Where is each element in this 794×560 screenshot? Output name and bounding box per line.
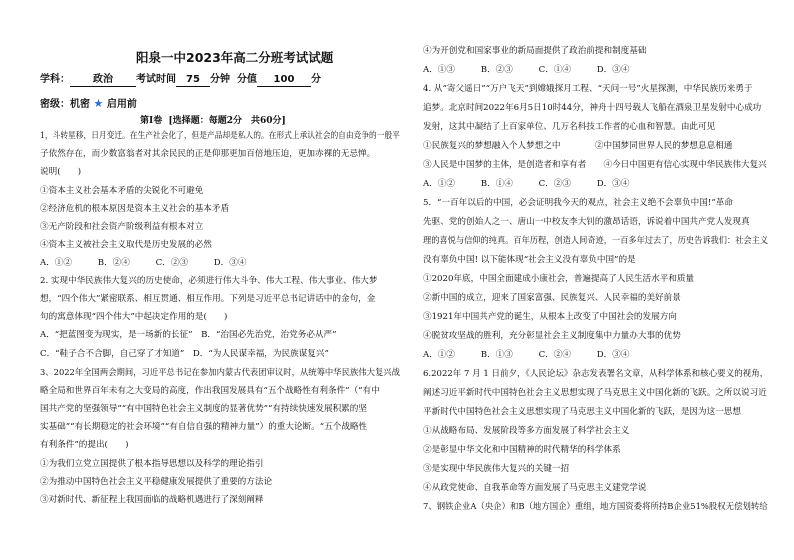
exam-status: 启用前 [106,99,137,110]
time-unit: 分钟 [210,74,230,85]
question-line: 说明( ) [40,167,82,177]
question-line: 想，“四个伟大”紧密联系、相互贯通、相互作用。下列是习近平总书记讲话中的金句，金 [40,294,376,304]
question-line: 句的寓意体现“四个伟大”中起决定作用的是( ) [40,312,228,322]
question-line: 先驱、党的创始人之一、唐山一中校友李大钊的激昂话语，诉说着中国共产党人发现真 [423,217,750,227]
question-line: 6.2022年 7 月 1 日前夕，《人民论坛》杂志发表署名文章，从科学体系和核心要义的视角， [423,369,769,379]
question-line: 追梦。北京时间2022年6月5日10时44分，神舟十四号载人飞船在酒泉卫星发射中心成功 [423,103,762,113]
option-line: ①从战略布局、发展阶段等多方面发展了科学社会主义 [423,426,630,436]
answer-choices: C．“鞋子合不合脚，自己穿了才知道” D．“为人民谋幸福，为民族谋复兴” [40,349,329,359]
time-label: 考试时间 [136,74,176,85]
question-line: 3、2022年全国两会期间，习近平总书记在参加内蒙古代表团审议时，从统筹中华民族伟大复兴战 [40,368,400,378]
subject-value: 政治 [70,74,136,87]
question-line: 略全局和世界百年未有之大变局的高度，作出我国发展具有“五个战略性有利条件”（“有中 [40,386,380,396]
secrecy-line [40,98,137,111]
option-line: ③对新时代、新征程上我国面临的战略机遇进行了深刻阐释 [40,495,264,505]
option-line: ①民族复兴的梦想融入个人梦想之中 ②中国梦同世界人民的梦想息息相通 [423,141,733,151]
time-value: 75 [176,74,210,87]
answer-choices: A．①② B．①④ C．②③ D．③④ [423,179,630,189]
question-line: 有利条件”的提出( ) [40,440,129,450]
option-line: ③无产阶段和社会资产阶级利益有根本对立 [40,222,204,232]
star-icon: ★ [93,97,104,110]
answer-choices: A．①③ B．②③ C．①④ D．③④ [423,65,630,75]
option-line: ①2020年底，中国全面建成小康社会，普遍提高了人民生活水平和质量 [423,274,695,284]
score-unit: 分 [310,74,321,85]
section-heading: 第Ⅰ卷 [140,116,163,126]
secrecy-level: 密级：机密 [40,99,90,110]
answer-choices: A．①② B．①③ C．②④ D．③④ [423,350,630,360]
option-line: ①为我们立党立国提供了根本指导思想以及科学的理论指引 [40,459,264,469]
option-line: ④为开创党和国家事业的新局面提供了政治前提和制度基础 [423,46,647,56]
option-line: ④资本主义被社会主义取代是历史发展的必然 [40,240,212,250]
question-line: 发射，这其中凝结了上百家单位、几万名科技工作者的心血和智慧。由此可见 [423,122,716,132]
question-line: 实基础”“有长期稳定的社会环境”“有自信自强的精神力量”）的重大论断。“五个战略性 [40,422,368,432]
question-line: 1，斗转星移，日月变迁。在生产社会化了，但是产品却是私人的。在形式上承认社会的自由竞争的一般平 [40,131,400,141]
option-line: ③人民是中国梦的主体，是创造者和享有者 ④今日中国更有信心实现中华民族伟大复兴 [423,160,767,170]
question-line: 没有辜负中国! 以下能体现“社会主义没有辜负中国”的是 [423,255,636,265]
question-line: 7、钢铁企业A（央企）和B（地方国企）重组，地方国资委将所持B企业51%股权无偿划转给 [423,502,768,512]
option-line: ④脱贫攻坚战的胜利，充分彰显社会主义制度集中力量办大事的优势 [423,331,681,341]
option-line: ②经济危机的根本原因是资本主义社会的基本矛盾 [40,204,230,214]
option-line: ②新中国的成立，迎来了国家富强、民族复兴、人民幸福的美好前景 [423,293,681,303]
question-line: 平新时代中国特色社会主义思想实现了马克思主义中国化新的飞跃，是因为这一思想 [423,407,741,417]
question-line: 5．“一百年以后的中国，必会证明我今天的观点，社会主义绝不会辜负中国!”革命 [423,198,733,208]
section-header [140,115,286,127]
exam-title: 阳泉一中2023年高二分班考试试题 [136,50,334,65]
answer-choices: A．“把蓝图变为现实，是一场新的长征” B．“治国必先治党，治党务必从严” [40,330,337,340]
question-line: 2. 实现中华民族伟大复兴的历史使命，必须进行伟大斗争、伟大工程、伟大事业、伟大梦 [40,276,378,286]
option-line: ③1921年中国共产党的诞生，从根本上改变了中国社会的发展方向 [423,312,677,322]
option-line: ①资本主义社会基本矛盾的尖锐化不可避免 [40,186,204,196]
answer-choices: A．①② B．②④ C．②③ D．③④ [40,258,247,268]
exam-info-line [40,74,321,87]
section-description: [选择题：每题2分 共60分] [168,116,286,126]
option-line: ④从政党使命、自我革命等方面发展了马克思主义建党学说 [423,483,647,493]
score-label: 分值 [236,74,257,85]
question-line: 子依然存在，而少数富翁者对其余民民的正是仰那更加百倍地压迫，更加赤裸的无忌惮。 [40,149,376,159]
question-line: 4. 从“寄父遥日”“万户飞天”到嫦娥探月工程、“天问一号”火星探测，中华民族历来勇于 [423,84,753,94]
subject-label: 学科： [40,74,70,85]
option-line: ③是实现中华民族伟大复兴的关键一招 [423,464,570,474]
score-value: 100 [257,74,311,87]
question-line: 国共产党的坚强领导”“有中国特色社会主义制度的显著优势”“有持续快速发展积累的坚 [40,404,367,414]
question-line: 理的喜悦与信仰的纯真。百年历程，创造人间奇迹，一百多年过去了，历史告诉我们：社会主义 [423,236,769,246]
question-line: 阐述习近平新时代中国特色社会主义思想实现了马克思主义中国化新的飞跃。之所以说习近 [423,388,767,398]
option-line: ②为推动中国特色社会主义平稳健康发展提供了重要的方法论 [40,477,273,487]
option-line: ②是彰显中华文化和中国精神的时代精华的科学体系 [423,445,621,455]
